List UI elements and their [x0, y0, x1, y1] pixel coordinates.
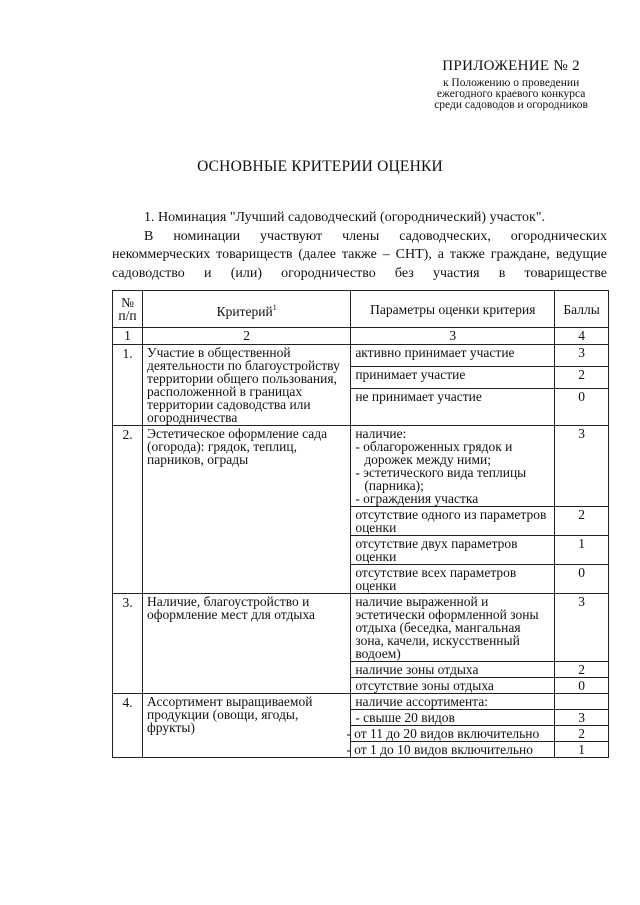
nomination-paragraph: 1. Номинация "Лучший садоводческий (огороднический) участок". — [144, 210, 545, 225]
param-cell: активно принимает участие — [351, 345, 555, 367]
score-cell: 3 — [555, 710, 609, 726]
criterion-cell: Наличие, благоустройство и оформление мест для отдыха — [143, 594, 351, 694]
score-cell: 2 — [555, 662, 609, 678]
param-cell: отсутствие всех параметров оценки — [351, 565, 555, 594]
column-number: 1 — [113, 328, 143, 345]
param-cell: наличие зоны отдыха — [351, 662, 555, 678]
participants-paragraph: В номинации участвуют члены садоводческих, огороднических некоммерческих товариществ (далее также – СНТ), а также граждане, ведущие садоводство и (или) огородничество без участия в товариществе — [112, 228, 607, 281]
score-cell: 0 — [555, 678, 609, 694]
param-lead: наличие: — [355, 426, 407, 441]
document-title: ОСНОВНЫЕ КРИТЕРИИ ОЦЕНКИ — [197, 158, 443, 175]
appendix-title: ПРИЛОЖЕНИЕ № 2 — [442, 58, 580, 74]
row-number: 4. — [113, 694, 143, 758]
score-cell: 2 — [555, 507, 609, 536]
param-cell: - от 11 до 20 видов включительно — [351, 726, 555, 742]
param-cell: наличие выраженной и эстетически оформленной зоны отдыха (беседка, мангальная зона, качели, искусственный водоем) — [351, 594, 555, 662]
criterion-cell: Участие в общественной деятельности по благоустройству территории общего пользования, расположенной в границах территории садоводства или огородничества — [143, 345, 351, 426]
param-list-item: - облагороженных грядок и дорожек между ними; — [355, 439, 513, 467]
score-cell: 2 — [555, 367, 609, 389]
row-number: 3. — [113, 594, 143, 694]
appendix-header — [434, 58, 588, 111]
score-cell: 0 — [555, 565, 609, 594]
score-cell: 1 — [555, 742, 609, 758]
param-cell: не принимает участие — [351, 389, 555, 426]
param-cell: - от 1 до 10 видов включительно — [351, 742, 555, 758]
column-number: 4 — [555, 328, 609, 345]
appendix-line: среди садоводов и огородников — [434, 99, 588, 111]
score-cell: 0 — [555, 389, 609, 426]
table-row — [113, 694, 609, 710]
score-cell — [555, 694, 609, 710]
intro-text — [112, 209, 607, 283]
criterion-cell: Эстетическое оформление сада (огорода): грядок, теплиц, парников, ограды — [143, 426, 351, 594]
header-points: Баллы — [555, 291, 609, 328]
score-cell: 3 — [555, 594, 609, 662]
param-cell: отсутствие зоны отдыха — [351, 678, 555, 694]
criteria-table — [112, 290, 609, 758]
score-cell: 2 — [555, 726, 609, 742]
header-num: № п/п — [113, 291, 143, 328]
param-cell — [351, 426, 555, 507]
score-cell: 3 — [555, 426, 609, 507]
table-row — [113, 345, 609, 367]
criterion-cell: Ассортимент выращиваемой продукции (овощи, ягоды, фрукты) — [143, 694, 351, 758]
param-cell: отсутствие двух параметров оценки — [351, 536, 555, 565]
column-number-row — [113, 328, 609, 345]
appendix-line: к Положению о проведении — [442, 77, 580, 89]
score-cell: 3 — [555, 345, 609, 367]
header-criterion — [143, 291, 351, 328]
row-number: 1. — [113, 345, 143, 426]
footnote-marker: 1 — [272, 302, 277, 312]
table-row — [113, 426, 609, 507]
score-cell: 1 — [555, 536, 609, 565]
param-cell: отсутствие одного из параметров оценки — [351, 507, 555, 536]
appendix-line: ежегодного краевого конкурса — [436, 88, 586, 100]
param-cell: наличие ассортимента: — [351, 694, 555, 710]
column-number: 3 — [351, 328, 555, 345]
param-list-item: - эстетического вида теплицы (парника); — [355, 465, 527, 493]
row-number: 2. — [113, 426, 143, 594]
param-list-item: - ограждения участка — [355, 491, 479, 506]
column-number: 2 — [143, 328, 351, 345]
table-row — [113, 594, 609, 662]
header-params: Параметры оценки критерия — [351, 291, 555, 328]
param-cell: принимает участие — [351, 367, 555, 389]
header-criterion-label: Критерий — [216, 303, 273, 319]
table-header-row — [113, 291, 609, 328]
param-cell: - свыше 20 видов — [351, 710, 555, 726]
